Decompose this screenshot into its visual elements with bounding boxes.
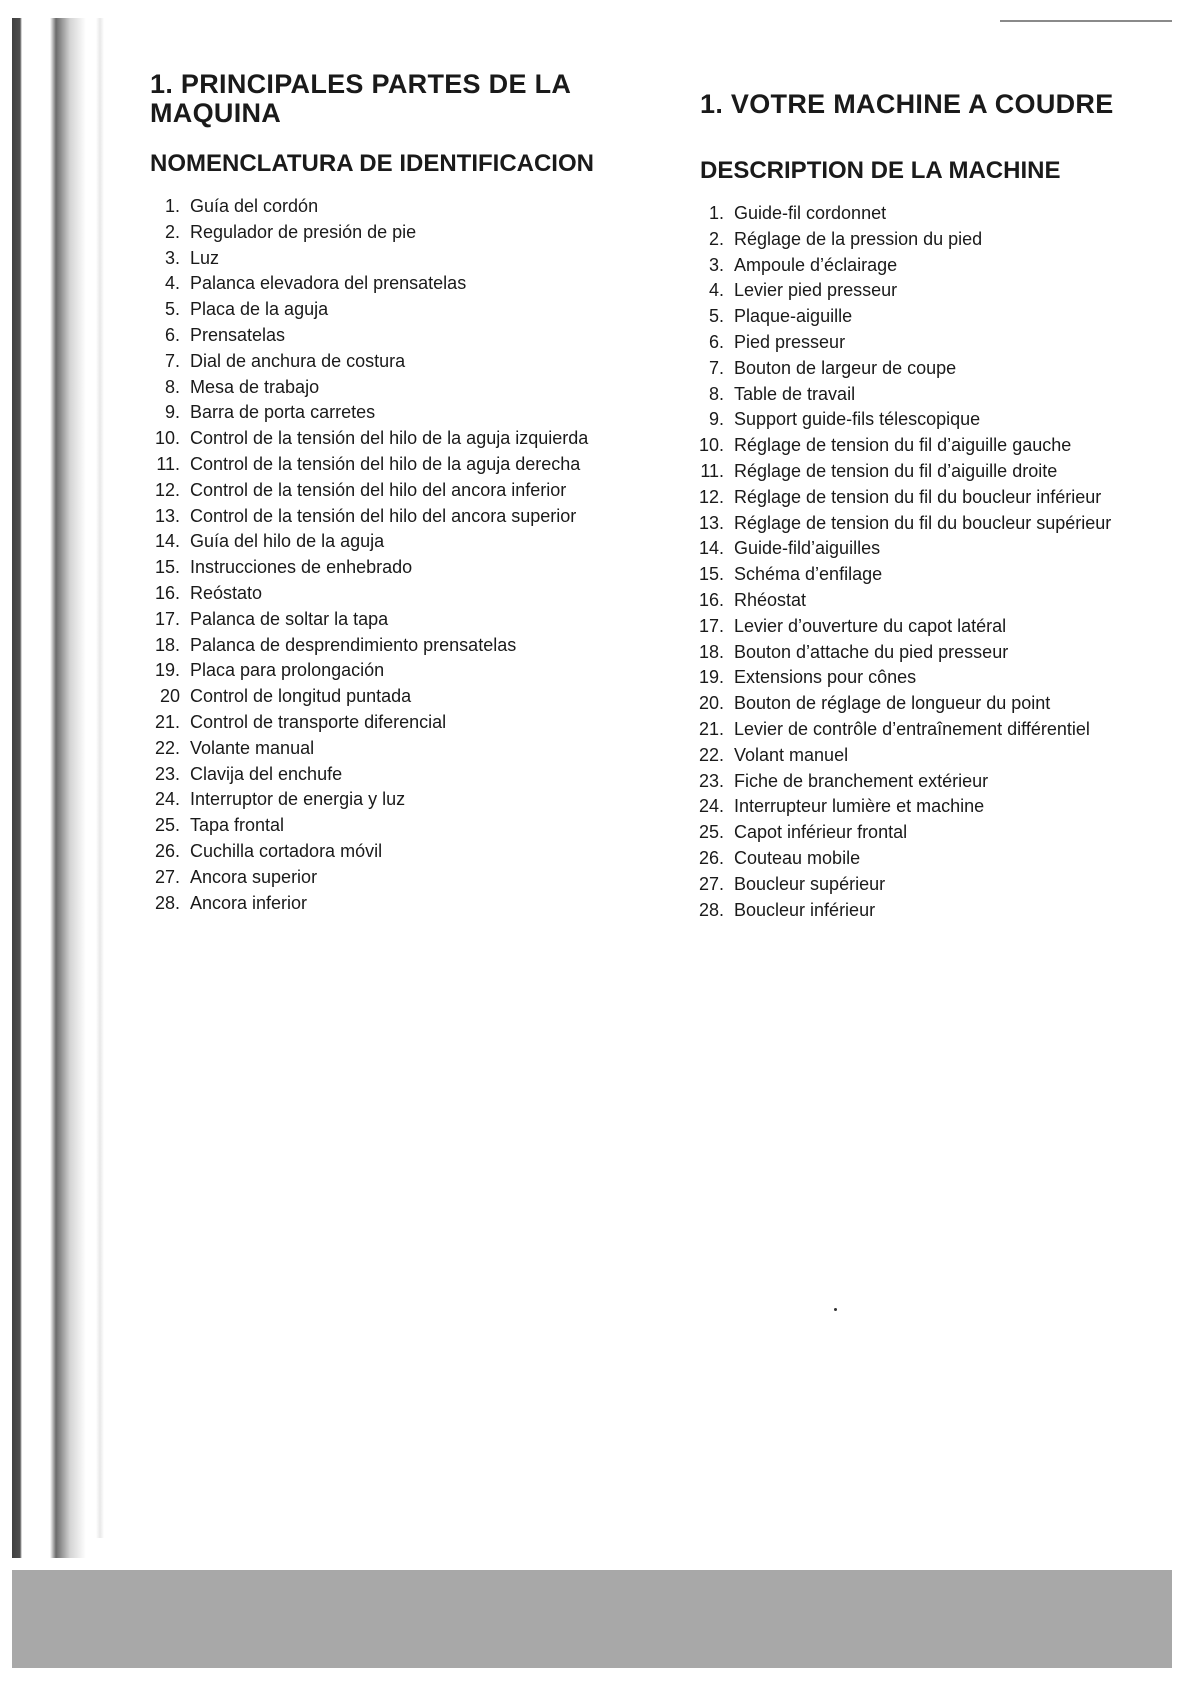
french-column <box>700 60 1160 923</box>
item-label: Rhéostat <box>734 589 807 610</box>
item-label: Interrupteur lumière et machine <box>734 796 985 817</box>
french-list-item <box>684 588 1160 614</box>
item-label: Guía del cordón <box>190 196 319 216</box>
spanish-title-line2: MAQUINA <box>150 98 282 128</box>
item-number: 19. <box>154 660 180 681</box>
item-label: Control de la tensión del hilo del ancora inferior <box>190 479 567 500</box>
item-label: Palanca de soltar la tapa <box>190 608 389 629</box>
item-number: 13. <box>154 505 180 526</box>
item-number: 15. <box>154 557 180 578</box>
item-number: 19. <box>698 667 724 688</box>
french-list-item <box>684 691 1160 717</box>
item-label: Pied presseur <box>734 331 846 352</box>
item-number: 6. <box>164 324 180 345</box>
item-number: 16. <box>698 589 724 610</box>
french-list-item <box>684 304 1160 330</box>
item-label: Guía del hilo de la aguja <box>190 531 385 552</box>
spanish-list-item <box>140 633 670 659</box>
item-number: 4. <box>164 273 180 294</box>
item-label: Prensatelas <box>190 324 286 345</box>
spanish-list-item <box>140 323 670 349</box>
item-number: 15. <box>698 564 724 585</box>
scan-shadow <box>96 18 104 1538</box>
item-label: Réglage de tension du fil du boucleur supérieur <box>734 512 1112 533</box>
french-list-item <box>684 330 1160 356</box>
item-number: 13. <box>698 512 724 533</box>
french-list-item <box>684 898 1160 924</box>
item-label: Palanca de desprendimiento prensatelas <box>190 634 517 655</box>
spanish-list-item <box>140 426 670 452</box>
item-number: 8. <box>708 383 724 404</box>
item-label: Réglage de tension du fil d’aiguille droite <box>734 460 1058 481</box>
item-number: 20 <box>159 686 180 707</box>
item-label: Réglage de tension du fil d’aiguille gauche <box>734 435 1072 456</box>
scan-top-rule <box>1000 20 1172 22</box>
item-label: Réglage de tension du fil du boucleur inférieur <box>734 486 1102 507</box>
french-list-item <box>684 820 1160 846</box>
item-label: Mesa de trabajo <box>190 376 320 397</box>
spanish-subtitle: NOMENCLATURA DE IDENTIFICACION <box>150 150 594 177</box>
item-number: 9. <box>164 402 180 423</box>
item-number: 1. <box>708 203 724 223</box>
spanish-list-item <box>140 658 670 684</box>
item-number: 2. <box>708 228 724 249</box>
item-number: 5. <box>708 306 724 327</box>
scan-speck <box>834 1308 837 1311</box>
spanish-list-item <box>140 891 670 917</box>
french-section-title: 1. VOTRE MACHINE A COUDRE <box>700 89 1114 119</box>
french-list-item <box>684 536 1160 562</box>
item-label: Boucleur inférieur <box>734 899 876 920</box>
spanish-list-item <box>140 375 670 401</box>
french-list-item <box>684 846 1160 872</box>
item-number: 18. <box>698 641 724 662</box>
item-label: Placa para prolongación <box>190 660 385 681</box>
french-list-item <box>684 640 1160 666</box>
item-label: Palanca elevadora del prensatelas <box>190 273 467 294</box>
spanish-list-item <box>140 684 670 710</box>
item-label: Levier pied presseur <box>734 280 898 301</box>
item-label: Luz <box>190 247 220 268</box>
item-label: Réglage de la pression du pied <box>734 228 983 249</box>
item-label: Bouton de largeur de coupe <box>734 357 957 378</box>
item-number: 12. <box>154 479 180 500</box>
item-label: Support guide-fils télescopique <box>734 409 981 430</box>
spanish-list-item <box>140 555 670 581</box>
spanish-list-item <box>140 865 670 891</box>
item-number: 17. <box>154 608 180 629</box>
item-number: 11. <box>156 453 180 474</box>
item-number: 14. <box>154 531 180 552</box>
spanish-list-item <box>140 710 670 736</box>
item-number: 11. <box>700 460 724 481</box>
item-label: Regulador de presión de pie <box>190 221 417 242</box>
item-number: 2. <box>164 221 180 242</box>
spanish-list-item <box>140 478 670 504</box>
item-label: Ampoule d’éclairage <box>734 254 898 275</box>
item-number: 24. <box>154 789 180 810</box>
french-list-item <box>684 459 1160 485</box>
spanish-list-item <box>140 246 670 272</box>
item-label: Interruptor de energia y luz <box>190 789 406 810</box>
item-number: 4. <box>708 280 724 301</box>
item-number: 28. <box>154 892 180 913</box>
item-number: 27. <box>154 866 180 887</box>
french-list-item <box>684 433 1160 459</box>
item-label: Tapa frontal <box>190 815 285 836</box>
item-number: 10. <box>154 428 180 449</box>
item-label: Boucleur supérieur <box>734 873 886 894</box>
item-number: 23. <box>154 763 180 784</box>
item-number: 18. <box>154 634 180 655</box>
item-number: 7. <box>708 357 724 378</box>
french-list-item <box>684 511 1160 537</box>
item-label: Volant manuel <box>734 744 849 765</box>
item-number: 5. <box>164 299 180 320</box>
spanish-list-item <box>140 839 670 865</box>
item-number: 26. <box>698 847 724 868</box>
item-label: Extensions pour cônes <box>734 667 917 688</box>
item-label: Dial de anchura de costura <box>190 350 406 371</box>
spanish-list-item <box>140 271 670 297</box>
item-label: Ancora superior <box>190 866 318 887</box>
scan-left-edge <box>12 18 86 1558</box>
french-list-item <box>684 794 1160 820</box>
spanish-list-item <box>140 349 670 375</box>
item-label: Control de longitud puntada <box>190 686 412 707</box>
item-number: 22. <box>698 744 724 765</box>
item-label: Control de transporte diferencial <box>190 711 447 732</box>
item-label: Fiche de branchement extérieur <box>734 770 989 791</box>
item-label: Levier de contrôle d’entraînement différentiel <box>734 718 1090 739</box>
spanish-list-item <box>140 504 670 530</box>
spanish-list-item <box>140 529 670 555</box>
item-number: 12. <box>698 486 724 507</box>
item-number: 6. <box>708 331 724 352</box>
item-label: Cuchilla cortadora móvil <box>190 840 383 861</box>
item-label: Barra de porta carretes <box>190 402 376 423</box>
french-list-item <box>684 278 1160 304</box>
item-number: 24. <box>698 796 724 817</box>
item-label: Bouton d’attache du pied presseur <box>734 641 1009 662</box>
french-list-item <box>684 743 1160 769</box>
spanish-parts-list <box>150 194 670 916</box>
item-label: Guide-fild’aiguilles <box>734 538 881 559</box>
item-label: Guide-fil cordonnet <box>734 203 887 223</box>
item-label: Instrucciones de enhebrado <box>190 557 413 578</box>
item-number: 3. <box>708 254 724 275</box>
spanish-list-item <box>140 581 670 607</box>
spanish-list-item <box>140 736 670 762</box>
item-number: 10. <box>698 435 724 456</box>
item-number: 3. <box>164 247 180 268</box>
item-number: 20. <box>698 693 724 714</box>
item-number: 1. <box>164 196 180 216</box>
item-number: 28. <box>698 899 724 920</box>
french-list-item <box>684 407 1160 433</box>
spanish-title-line1: 1. PRINCIPALES PARTES DE LA <box>150 69 572 99</box>
french-list-item <box>684 227 1160 253</box>
item-number: 26. <box>154 840 180 861</box>
item-label: Bouton de réglage de longueur du point <box>734 693 1051 714</box>
item-label: Volante manual <box>190 737 315 758</box>
item-label: Clavija del enchufe <box>190 763 343 784</box>
french-list-item <box>684 201 1160 227</box>
spanish-list-item <box>140 452 670 478</box>
spanish-column <box>150 60 670 916</box>
item-number: 22. <box>154 737 180 758</box>
french-list-item <box>684 485 1160 511</box>
item-number: 16. <box>154 582 180 603</box>
item-label: Reóstato <box>190 582 263 603</box>
spanish-list-item <box>140 607 670 633</box>
item-number: 21. <box>154 711 180 732</box>
french-list-item <box>684 769 1160 795</box>
french-list-item <box>684 872 1160 898</box>
french-list-item <box>684 717 1160 743</box>
item-label: Table de travail <box>734 383 856 404</box>
french-list-item <box>684 614 1160 640</box>
spanish-section-title <box>150 70 670 128</box>
spanish-list-item <box>140 297 670 323</box>
spanish-list-item <box>140 787 670 813</box>
item-label: Ancora inferior <box>190 892 308 913</box>
scan-bottom-band <box>12 1570 1172 1668</box>
item-label: Control de la tensión del hilo de la aguja derecha <box>190 453 581 474</box>
french-list-item <box>684 562 1160 588</box>
item-number: 9. <box>708 409 724 430</box>
item-number: 14. <box>698 538 724 559</box>
item-label: Couteau mobile <box>734 847 861 868</box>
item-label: Capot inférieur frontal <box>734 822 908 843</box>
item-label: Placa de la aguja <box>190 299 329 320</box>
item-label: Levier d’ouverture du capot latéral <box>734 615 1007 636</box>
item-label: Plaque-aiguille <box>734 306 853 327</box>
item-number: 17. <box>698 615 724 636</box>
item-number: 25. <box>154 815 180 836</box>
item-label: Control de la tensión del hilo del ancora superior <box>190 505 577 526</box>
french-list-item <box>684 665 1160 691</box>
spanish-list-item <box>140 813 670 839</box>
item-number: 8. <box>164 376 180 397</box>
spanish-list-item <box>140 400 670 426</box>
french-list-item <box>684 356 1160 382</box>
item-label: Control de la tensión del hilo de la aguja izquierda <box>190 428 589 449</box>
spanish-list-item <box>140 194 670 220</box>
french-list-item <box>684 253 1160 279</box>
item-number: 7. <box>164 350 180 371</box>
item-label: Schéma d’enfilage <box>734 564 883 585</box>
french-subtitle: DESCRIPTION DE LA MACHINE <box>700 157 1061 184</box>
item-number: 23. <box>698 770 724 791</box>
french-list-item <box>684 382 1160 408</box>
french-parts-list <box>700 201 1160 923</box>
spanish-list-item <box>140 762 670 788</box>
item-number: 21. <box>698 718 724 739</box>
spanish-list-item <box>140 220 670 246</box>
item-number: 27. <box>698 873 724 894</box>
item-number: 25. <box>698 822 724 843</box>
